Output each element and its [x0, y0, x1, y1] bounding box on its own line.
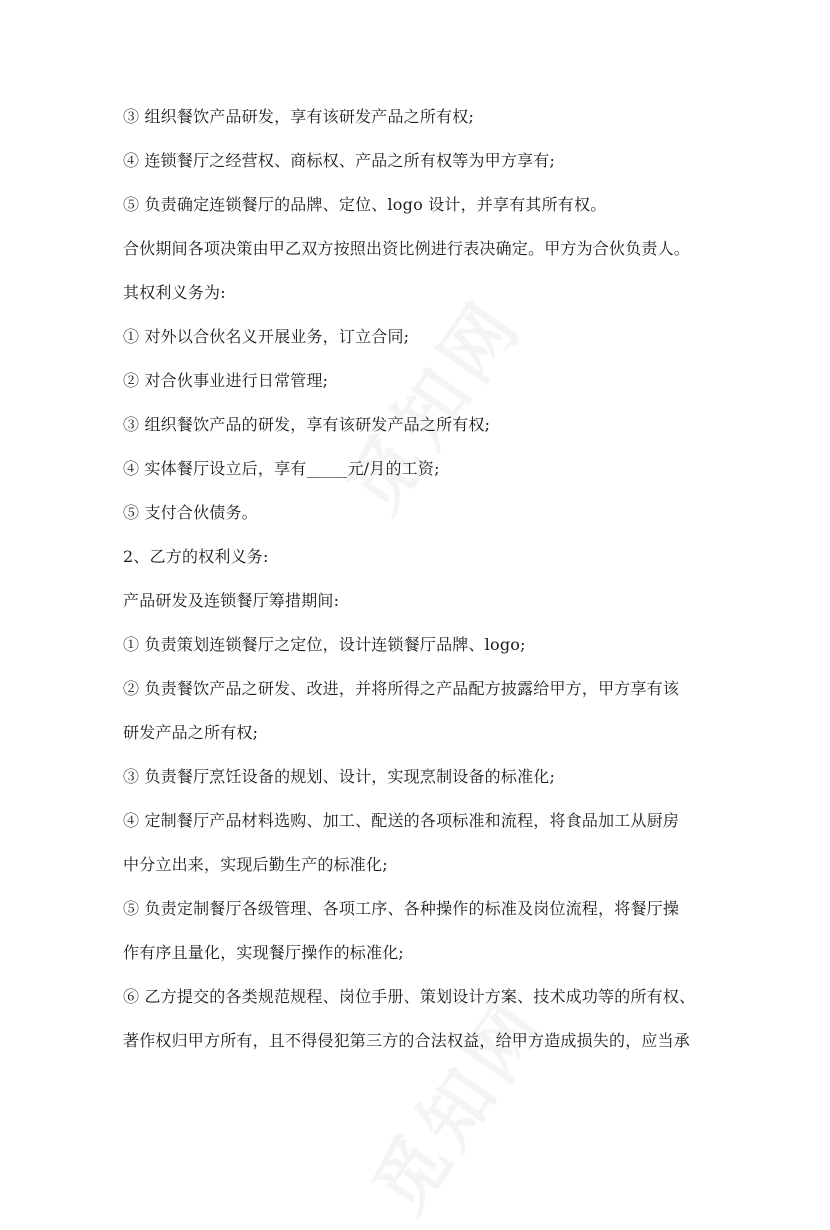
text-line: ② 负责餐饮产品之研发、改进，并将所得之产品配方披露给甲方，甲方享有该 [123, 679, 680, 698]
text-line: ① 对外以合伙名义开展业务，订立合同; [123, 327, 410, 346]
text-line: 中分立出来，实现后勤生产的标准化; [123, 855, 388, 874]
text-line: ③ 组织餐饮产品的研发，享有该研发产品之所有权; [123, 415, 491, 434]
text-line: 作有序且量化，实现餐厅操作的标准化; [123, 943, 404, 962]
text-line: ⑤ 负责定制餐厅各级管理、各项工序、各种操作的标准及岗位流程，将餐厅操 [123, 899, 680, 918]
text-line: ④ 定制餐厅产品材料选购、加工、配送的各项标准和流程，将食品加工从厨房 [123, 811, 680, 830]
text-line: ③ 组织餐饮产品研发，享有该研发产品之所有权; [123, 107, 475, 126]
text-line: ④ 连锁餐厅之经营权、商标权、产品之所有权等为甲方享有; [123, 151, 556, 170]
text-line: ⑥ 乙方提交的各类规范规程、岗位手册、策划设计方案、技术成功等的所有权、 [123, 987, 696, 1006]
text-line: 著作权归甲方所有，且不得侵犯第三方的合法权益，给甲方造成损失的，应当承 [123, 1031, 691, 1050]
document-body [123, 106, 723, 1074]
text-line: 研发产品之所有权; [123, 723, 259, 742]
section-heading: 2、乙方的权利义务: [123, 547, 269, 566]
text-line: 产品研发及连锁餐厅筹措期间: [123, 591, 340, 610]
text-line: 其权利义务为: [123, 283, 226, 302]
text-line: ⑤ 支付合伙债务。 [123, 503, 258, 522]
text-line: ① 负责策划连锁餐厅之定位，设计连锁餐厅品牌、logo; [123, 635, 526, 654]
text-line: 合伙期间各项决策由甲乙双方按照出资比例进行表决确定。甲方为合伙负责人。 [123, 239, 691, 258]
text-line: ③ 负责餐厅烹饪设备的规划、设计，实现烹制设备的标准化; [123, 767, 556, 786]
text-line: ⑤ 负责确定连锁餐厅的品牌、定位、logo 设计，并享有其所有权。 [123, 195, 607, 214]
text-line: ④ 实体餐厅设立后，享有_____元/月的工资; [123, 459, 440, 478]
text-line: ② 对合伙事业进行日常管理; [123, 371, 329, 390]
